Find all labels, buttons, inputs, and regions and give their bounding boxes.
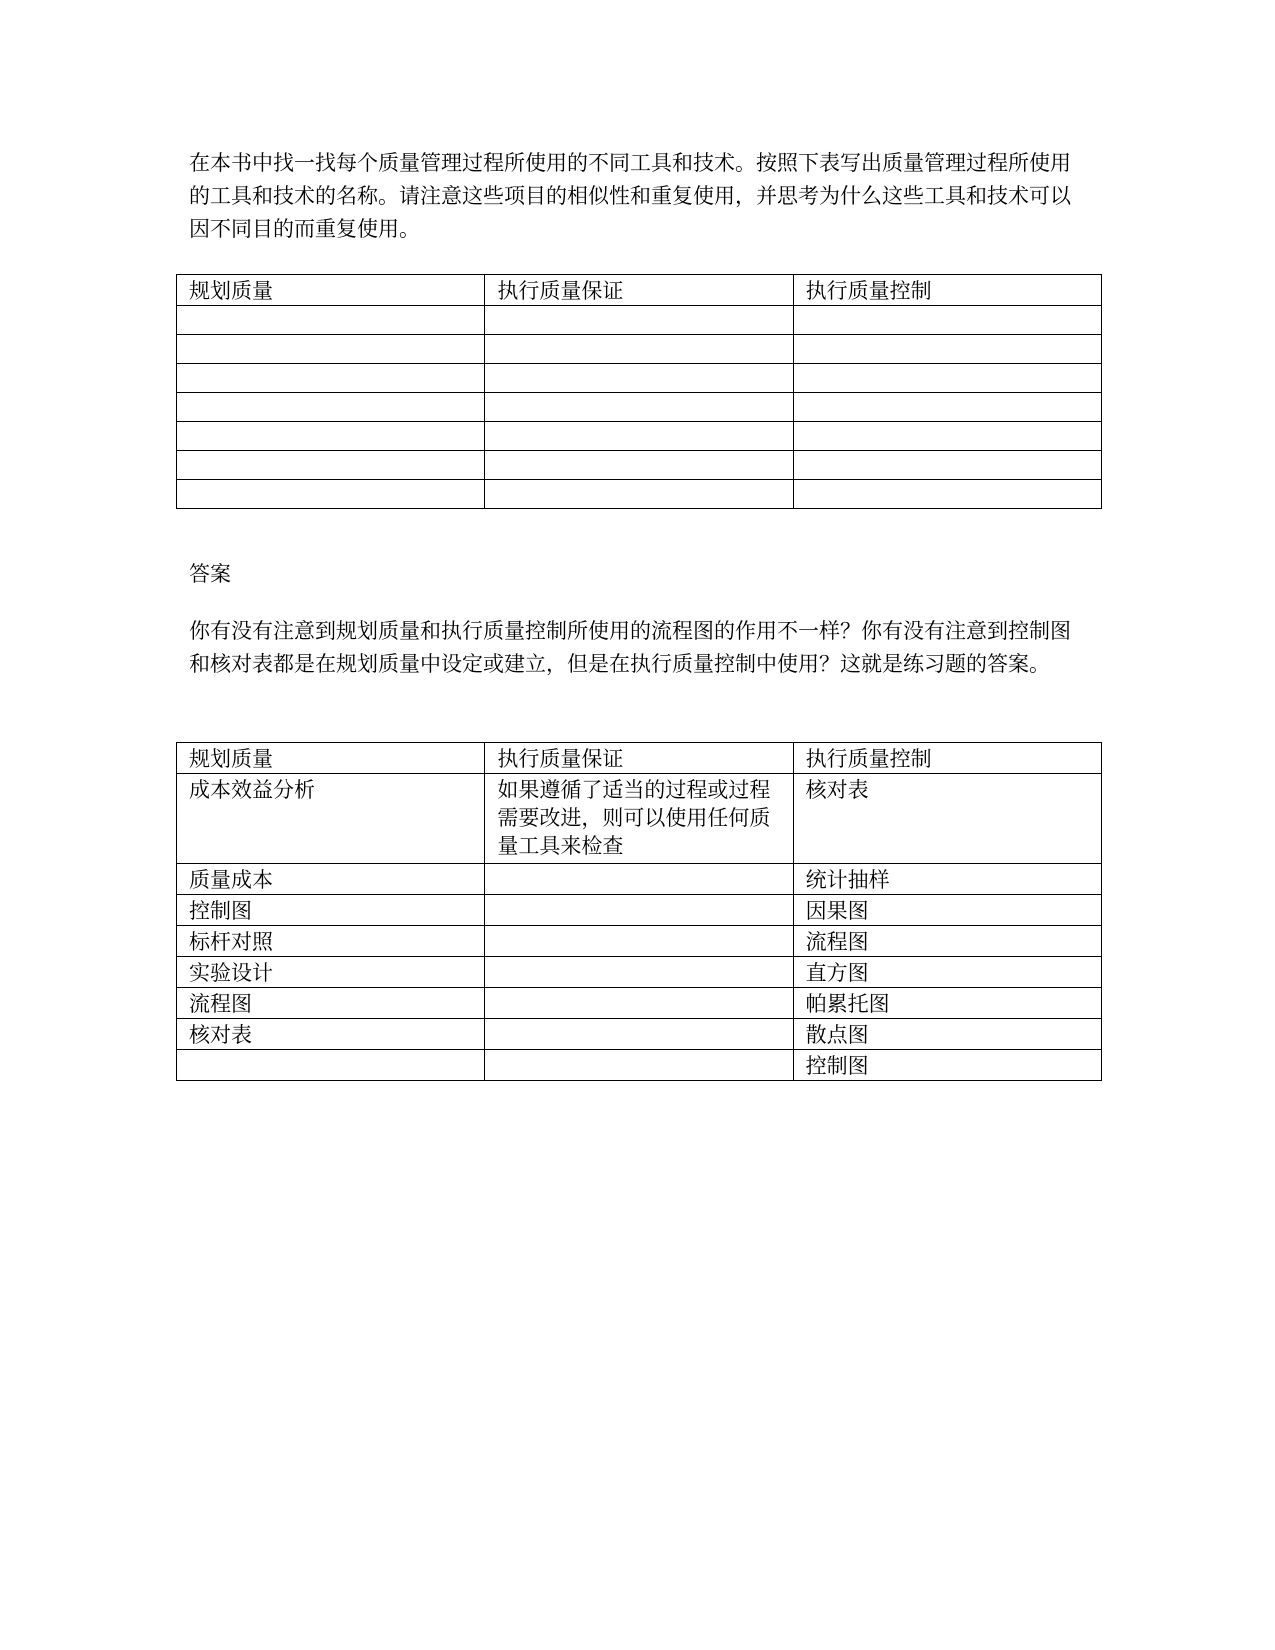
- table-cell: 流程图: [177, 988, 485, 1019]
- table-cell: [177, 306, 485, 335]
- table-row: [177, 774, 1102, 864]
- table-cell: 因果图: [793, 895, 1101, 926]
- table-cell: 核对表: [177, 1019, 485, 1050]
- table-cell: [485, 451, 793, 480]
- exercise-table: [176, 274, 1102, 509]
- table-row: [177, 1050, 1102, 1081]
- table-row: [177, 895, 1102, 926]
- table-cell: [485, 1019, 793, 1050]
- table-row: [177, 335, 1102, 364]
- table-cell: [793, 335, 1101, 364]
- table-cell: 质量成本: [177, 864, 485, 895]
- table-header-row: [177, 275, 1102, 306]
- table-row: [177, 957, 1102, 988]
- table-cell: 流程图: [793, 926, 1101, 957]
- table-cell: [177, 393, 485, 422]
- table-row: [177, 364, 1102, 393]
- table-cell: [485, 895, 793, 926]
- table-row: [177, 393, 1102, 422]
- table-header-row: [177, 743, 1102, 774]
- header-plan-quality: 规划质量: [177, 743, 485, 774]
- table-cell: [485, 480, 793, 509]
- header-quality-assurance: 执行质量保证: [485, 743, 793, 774]
- header-plan-quality: 规划质量: [177, 275, 485, 306]
- header-quality-control: 执行质量控制: [793, 743, 1101, 774]
- table-cell: [485, 422, 793, 451]
- table-cell: [177, 451, 485, 480]
- header-quality-control: 执行质量控制: [793, 275, 1101, 306]
- table-cell: 如果遵循了适当的过程或过程需要改进，则可以使用任何质量工具来检查: [485, 774, 793, 864]
- table-cell: [485, 335, 793, 364]
- table-row: [177, 926, 1102, 957]
- table-cell: 控制图: [793, 1050, 1101, 1081]
- table-cell: [177, 364, 485, 393]
- table-cell: 实验设计: [177, 957, 485, 988]
- table-cell: 标杆对照: [177, 926, 485, 957]
- table-row: [177, 864, 1102, 895]
- table-cell: [793, 480, 1101, 509]
- answer-paragraph: 你有没有注意到规划质量和执行质量控制所使用的流程图的作用不一样？你有没有注意到控制图和核对表都是在规划质量中设定或建立，但是在执行质量控制中使用？这就是练习题的答案。: [189, 619, 1071, 676]
- table-cell: [485, 957, 793, 988]
- table-cell: [793, 306, 1101, 335]
- table-cell: [485, 1050, 793, 1081]
- table-cell: 控制图: [177, 895, 485, 926]
- table-cell: 核对表: [793, 774, 1101, 864]
- intro-paragraph: 在本书中找一找每个质量管理过程所使用的不同工具和技术。按照下表写出质量管理过程所使用的工具和技术的名称。请注意这些项目的相似性和重复使用，并思考为什么这些工具和技术可以因不同目的而重复使用。: [189, 151, 1071, 241]
- table-cell: [485, 393, 793, 422]
- table-cell: [177, 1050, 485, 1081]
- table-cell: [793, 364, 1101, 393]
- table-row: [177, 451, 1102, 480]
- table-cell: [485, 926, 793, 957]
- table-cell: [177, 422, 485, 451]
- table-row: [177, 988, 1102, 1019]
- table-row: [177, 422, 1102, 451]
- table-cell: [177, 335, 485, 364]
- table-cell: 直方图: [793, 957, 1101, 988]
- table-cell: 成本效益分析: [177, 774, 485, 864]
- header-quality-assurance: 执行质量保证: [485, 275, 793, 306]
- table-cell: [793, 393, 1101, 422]
- table-row: [177, 1019, 1102, 1050]
- answer-heading: 答案: [189, 562, 231, 586]
- table-cell: [793, 451, 1101, 480]
- table-cell: 散点图: [793, 1019, 1101, 1050]
- table-row: [177, 306, 1102, 335]
- table-cell: 帕累托图: [793, 988, 1101, 1019]
- answer-table: [176, 742, 1102, 1081]
- table-cell: [793, 422, 1101, 451]
- table-cell: 统计抽样: [793, 864, 1101, 895]
- table-cell: [485, 306, 793, 335]
- table-cell: [485, 364, 793, 393]
- table-cell: [177, 480, 485, 509]
- table-cell: [485, 988, 793, 1019]
- table-row: [177, 480, 1102, 509]
- table-cell: [485, 864, 793, 895]
